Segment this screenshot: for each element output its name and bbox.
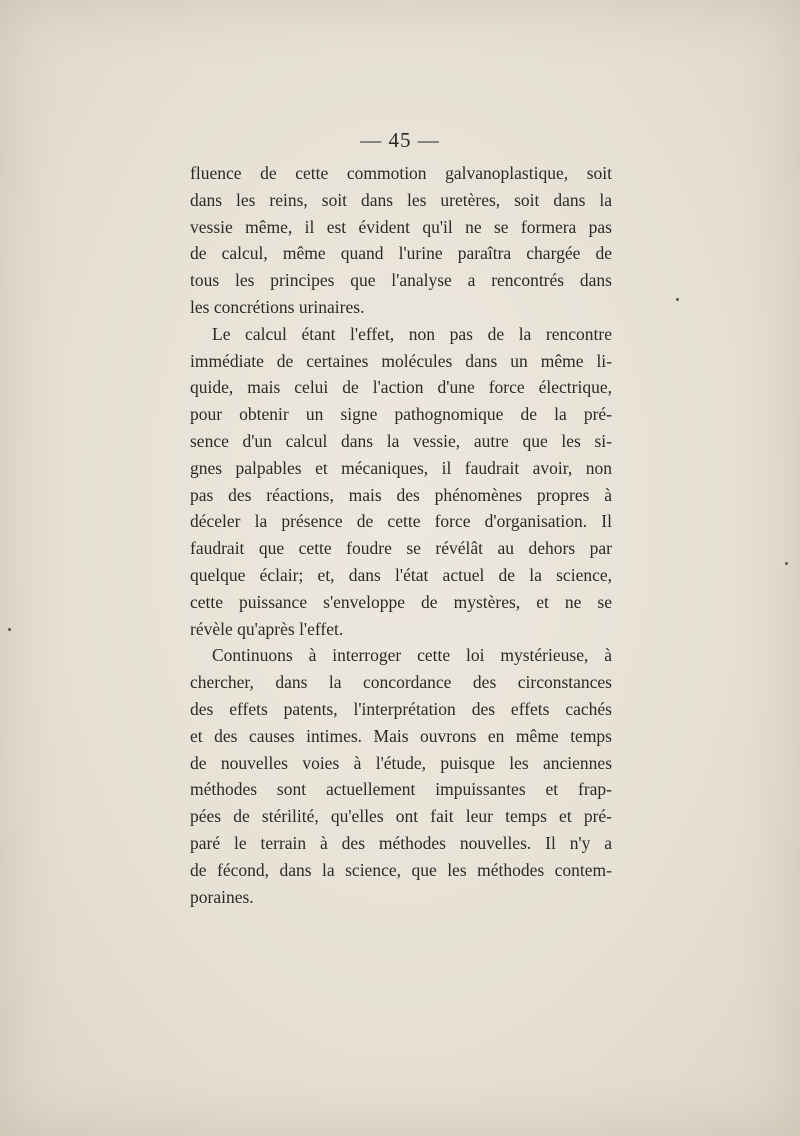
paper-speck xyxy=(676,298,679,301)
text-line: poraines. xyxy=(190,886,254,907)
body-text xyxy=(190,160,612,910)
text-line: pées de stérilité, qu'elles ont fait leur temps et pré- xyxy=(190,806,612,827)
page-number: — 45 — xyxy=(360,128,440,152)
text-line: de nouvelles voies à l'étude, puisque les anciennes xyxy=(190,752,612,773)
paper-speck xyxy=(785,562,788,565)
text-line: fluence de cette commotion galvanoplastique, soit xyxy=(190,163,612,183)
text-line: vessie même, il est évident qu'il ne se formera pas xyxy=(190,216,612,237)
text-line: les concrétions urinaires. xyxy=(190,296,365,317)
text-line: révèle qu'après l'effet. xyxy=(190,618,344,639)
text-line: cette puissance s'enveloppe de mystères, et ne se xyxy=(190,591,612,612)
text-line: dans les reins, soit dans les uretères, soit dans la xyxy=(190,189,612,210)
text-line: de fécond, dans la science, que les méthodes contem- xyxy=(190,859,612,880)
text-line: faudrait que cette foudre se révélât au dehors par xyxy=(190,538,612,559)
text-line: des effets patents, l'interprétation des effets cachés xyxy=(190,698,612,719)
text-line: tous les principes que l'analyse a rencontrés dans xyxy=(190,270,612,291)
text-line: de calcul, même quand l'urine paraîtra chargée de xyxy=(190,243,612,264)
paper-speck xyxy=(8,628,11,631)
text-line: quelque éclair; et, dans l'état actuel de la science, xyxy=(190,564,612,585)
text-line: déceler la présence de cette force d'organisation. Il xyxy=(190,511,612,532)
text-line: et des causes intimes. Mais ouvrons en même temps xyxy=(190,725,612,746)
text-line: immédiate de certaines molécules dans un même li- xyxy=(190,350,612,371)
text-line: pour obtenir un signe pathognomique de la pré- xyxy=(190,404,612,425)
text-line: pas des réactions, mais des phénomènes propres à xyxy=(190,484,612,505)
text-line: méthodes sont actuellement impuissantes et frap- xyxy=(190,779,612,800)
text-line: chercher, dans la concordance des circonstances xyxy=(190,672,612,693)
text-line: quide, mais celui de l'action d'une force électrique, xyxy=(190,377,612,398)
text-line: gnes palpables et mécaniques, il faudrait avoir, non xyxy=(190,457,612,478)
text-line: paré le terrain à des méthodes nouvelles. Il n'y a xyxy=(190,832,612,853)
text-line: Le calcul étant l'effet, non pas de la rencontre xyxy=(212,323,612,344)
text-line: sence d'un calcul dans la vessie, autre que les si- xyxy=(190,430,612,451)
text-line: Continuons à interroger cette loi mystérieuse, à xyxy=(212,645,612,666)
